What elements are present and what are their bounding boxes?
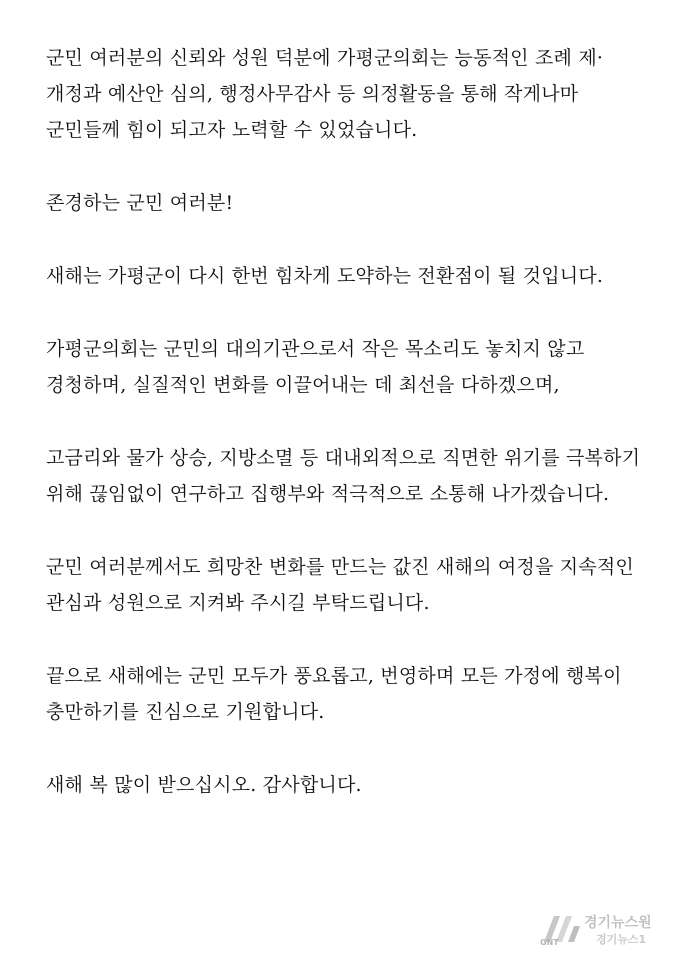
text-line: 끝으로 새해에는 군민 모두가 풍요롭고, 번영하며 모든 가정에 행복이 <box>46 665 622 687</box>
watermark-subtitle: 경기뉴스1 <box>596 933 647 946</box>
text-line: 군민들께 힘이 되고자 노력할 수 있었습니다. <box>46 119 418 141</box>
text-line: 위해 끊임없이 연구하고 집행부와 적극적으로 소통해 나가겠습니다. <box>46 483 610 505</box>
paragraph-6 <box>46 549 646 621</box>
text-line: 가평군의회는 군민의 대의기관으로서 작은 목소리도 놓치지 않고 <box>46 338 585 360</box>
paragraph-gap <box>46 512 646 549</box>
paragraph-gap <box>46 730 646 767</box>
paragraph-gap <box>46 221 646 258</box>
paragraph-1 <box>46 40 646 148</box>
paragraph-2 <box>46 185 646 221</box>
paragraph-8 <box>46 767 646 803</box>
text-line: 고금리와 물가 상승, 지방소멸 등 대내외적으로 직면한 위기를 극복하기 <box>46 447 641 469</box>
paragraph-5 <box>46 440 646 512</box>
text-line: 군민 여러분께서도 희망찬 변화를 만드는 값진 새해의 여정을 지속적인 <box>46 556 634 578</box>
gnt-logo-icon <box>538 912 582 946</box>
text-line: 경청하며, 실질적인 변화를 이끌어내는 데 최선을 다하겠으며, <box>46 374 560 396</box>
logo-text: GNT <box>540 938 559 946</box>
watermark <box>538 910 668 950</box>
text-line: 존경하는 군민 여러분! <box>46 192 234 214</box>
paragraph-3 <box>46 258 646 294</box>
text-line: 새해 복 많이 받으십시오. 감사합니다. <box>46 774 362 796</box>
watermark-title: 경기뉴스원 <box>584 915 652 931</box>
text-line: 관심과 성원으로 지켜봐 주시길 부탁드립니다. <box>46 592 430 614</box>
paragraph-7 <box>46 658 646 730</box>
text-line: 군민 여러분의 신뢰와 성원 덕분에 가평군의회는 능동적인 조례 제· <box>46 47 604 69</box>
document-body <box>46 40 646 803</box>
text-line: 충만하기를 진심으로 기원합니다. <box>46 701 325 723</box>
paragraph-gap <box>46 621 646 658</box>
paragraph-gap <box>46 148 646 185</box>
text-line: 새해는 가평군이 다시 한번 힘차게 도약하는 전환점이 될 것입니다. <box>46 265 604 287</box>
paragraph-gap <box>46 403 646 440</box>
paragraph-4 <box>46 331 646 403</box>
paragraph-gap <box>46 294 646 331</box>
text-line: 개정과 예산안 심의, 행정사무감사 등 의정활동을 통해 작게나마 <box>46 83 579 105</box>
